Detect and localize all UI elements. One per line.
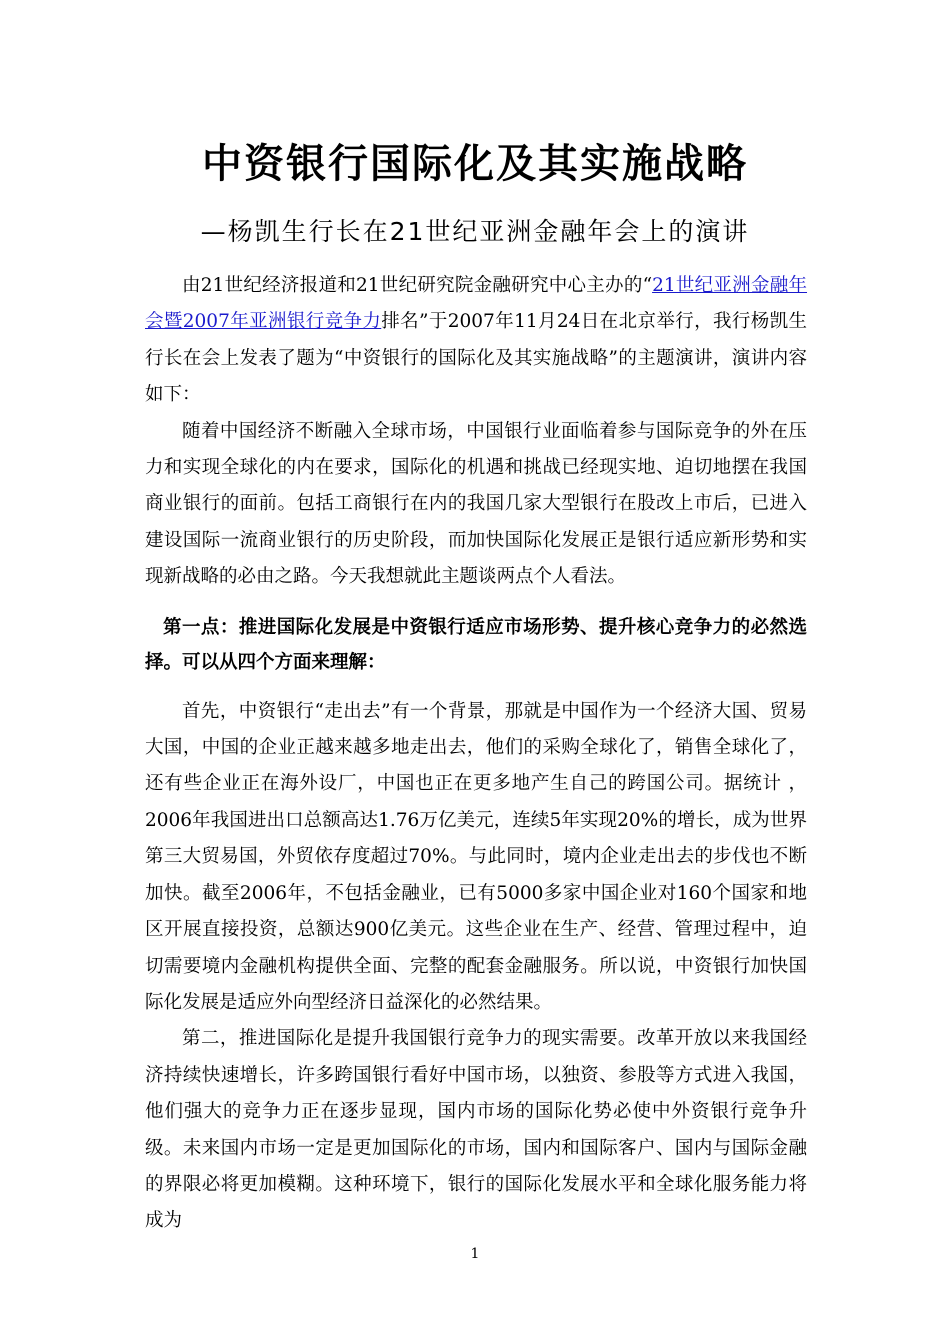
body-paragraph: 第二，推进国际化是提升我国银行竞争力的现实需要。改革开放以来我国经济持续快速增长，许多跨国银行看好中国市场，以独资、参股等方式进入我国，他们强大的竞争力正在逐步显现，国内市场的国际化势必使中外资银行竞争升级。未来国内市场一定是更加国际化的市场，国内和国际客户、国内与国际金融的界限必将更加模糊。这种环境下，银行的国际化发展水平和全球化服务能力将成为 [145, 1028, 807, 1232]
body-paragraph: 随着中国经济不断融入全球市场，中国银行业面临着参与国际竞争的外在压力和实现全球化的内在要求，国际化的机遇和挑战已经现实地、迫切地摆在我国商业银行的面前。包括工商银行在内的我国几家大型银行在股改上市后，已进入建设国际一流商业银行的历史阶段，而加快国际化发展正是银行适应新形势和实现新战略的必由之路。今天我想就此主题谈两点个人看法。 [145, 420, 807, 588]
intro-text-before-link: 由21世纪经济报道和21世纪研究院金融研究中心主办的“ [182, 275, 653, 296]
page-number: 1 [470, 1246, 480, 1262]
document-title: 中资银行国际化及其实施战略 [202, 140, 748, 187]
section-heading-point-one: 第一点：推进国际化发展是中资银行适应市场形势、提升核心竞争力的必然选择。可以从四个方面来理解： [145, 616, 807, 673]
intro-paragraph [145, 268, 807, 414]
intro-text-after-link: 排名”于2007年11月24日在北京举行，我行杨凯生行长在会上发表了题为“中资银行的国际化及其实施战略”的主题演讲，演讲内容如下： [145, 311, 807, 406]
body-paragraph: 首先，中资银行“走出去”有一个背景，那就是中国作为一个经济大国、贸易大国，中国的企业正越来越多地走出去，他们的采购全球化了，销售全球化了，还有些企业正在海外设厂，中国也正在更多地产生自己的跨国公司。据统计 ，2006年我国进出口总额高达1.76万亿美元，连续5年实现20%的增长，成为世界第三大贸易国，外贸依存度超过70%。与此同时，境内企业走出去的步伐也不断加快。截至2006年，不包括金融业，已有5000多家中国企业对160个国家和地区开展直接投资，总额达900亿美元。这些企业在生产、经营、管理过程中，迫切需要境内金融机构提供全面、完整的配套金融服务。所以说，中资银行加快国际化发展是适应外向型经济日益深化的必然结果。 [145, 700, 807, 1013]
conference-link[interactable]: 21世纪亚洲金融年会暨2007年亚洲银行竞争力 [145, 275, 808, 333]
document-subtitle: —杨凯生行长在21世纪亚洲金融年会上的演讲 [200, 217, 750, 246]
document-body [145, 268, 807, 1240]
